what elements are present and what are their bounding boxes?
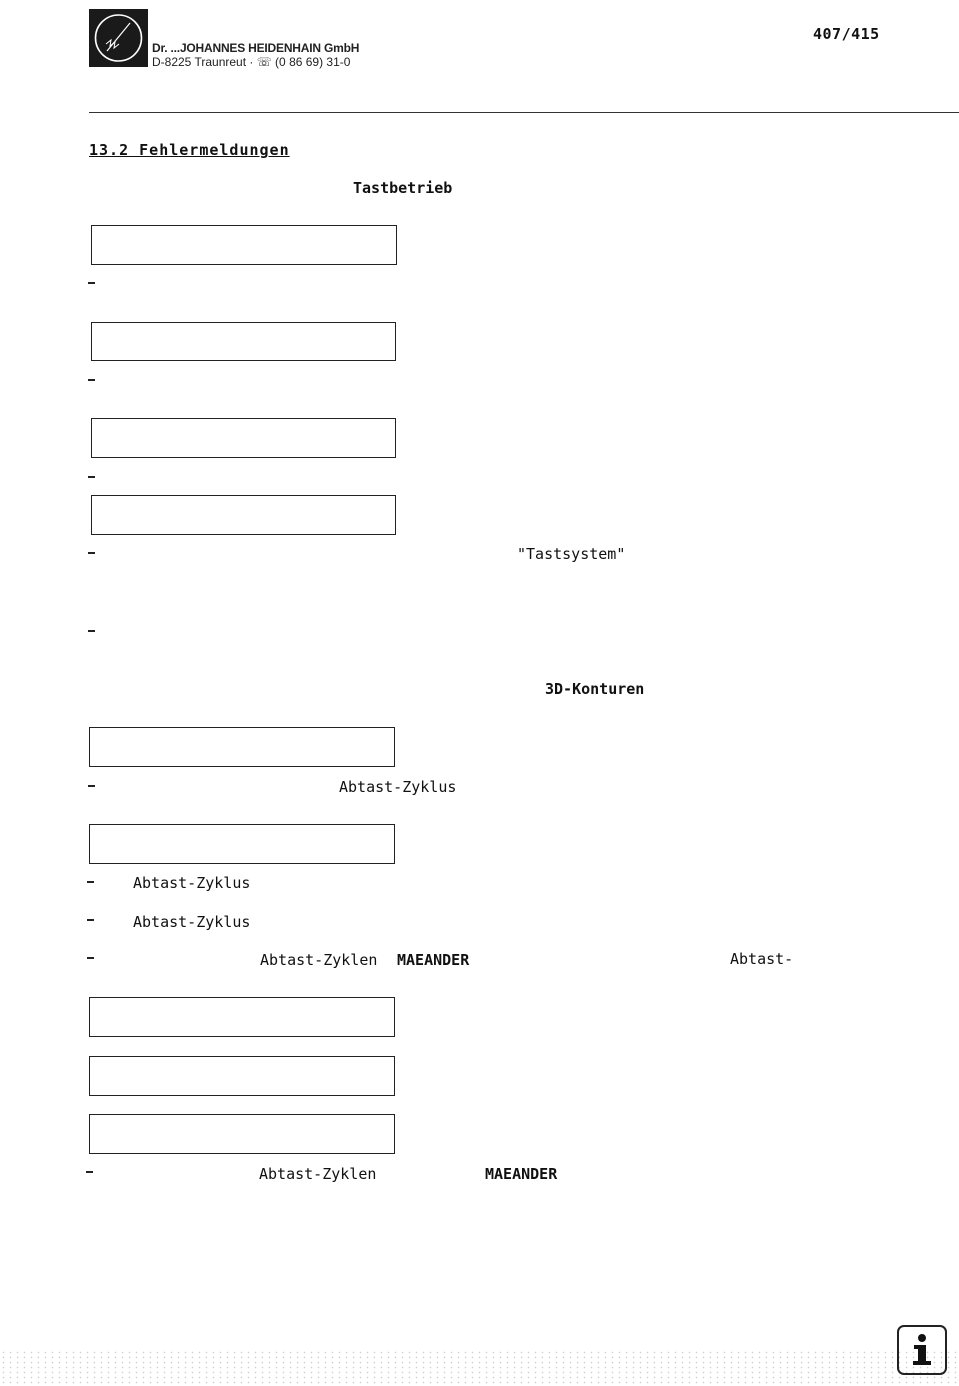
list-dash xyxy=(88,379,95,381)
company-location: D-8225 Traunreut · ☏ (0 86 69) 31-0 xyxy=(152,55,351,69)
abtast-zyklen-text: Abtast-Zyklen xyxy=(260,951,378,969)
error-message-box xyxy=(91,418,396,458)
page-number: 407/415 xyxy=(813,25,880,43)
error-message-box xyxy=(91,225,397,265)
heidenhain-logo-icon xyxy=(89,9,148,67)
section-subheading: Tastbetrieb xyxy=(353,179,453,197)
company-address xyxy=(152,41,359,69)
tastsystem-text: "Tastsystem" xyxy=(517,545,626,563)
error-message-box xyxy=(89,727,395,767)
list-dash xyxy=(88,282,95,284)
list-dash xyxy=(87,919,94,921)
section-heading: 13.2 Fehlermeldungen xyxy=(89,141,290,159)
list-dash xyxy=(88,476,95,478)
list-dash xyxy=(87,957,94,959)
abtast-zyklus-text: Abtast-Zyklus xyxy=(133,874,251,892)
abtast-zyklen-text: Abtast-Zyklen xyxy=(259,1165,377,1183)
list-dash xyxy=(88,785,95,787)
info-icon[interactable] xyxy=(897,1325,947,1375)
header-divider xyxy=(89,112,959,113)
abtast-zyklus-text: Abtast-Zyklus xyxy=(339,778,457,796)
abtast-zyklus-text: Abtast-Zyklus xyxy=(133,913,251,931)
list-dash xyxy=(88,552,95,554)
scan-noise xyxy=(0,1350,959,1386)
error-message-box xyxy=(91,495,396,535)
konturen-3d-text: 3D-Konturen xyxy=(545,680,645,698)
error-message-box xyxy=(91,322,396,361)
error-message-box xyxy=(89,1056,395,1096)
list-dash xyxy=(86,1171,93,1173)
maeander-text: MAEANDER xyxy=(485,1165,558,1183)
list-dash xyxy=(88,630,95,632)
company-name: Dr. ...JOHANNES HEIDENHAIN GmbH xyxy=(152,41,360,55)
error-message-box xyxy=(89,997,395,1037)
maeander-text: MAEANDER xyxy=(397,951,470,969)
error-message-box xyxy=(89,1114,395,1154)
list-dash xyxy=(87,881,94,883)
abtast-hyphen-text: Abtast- xyxy=(730,950,794,968)
error-message-box xyxy=(89,824,395,864)
